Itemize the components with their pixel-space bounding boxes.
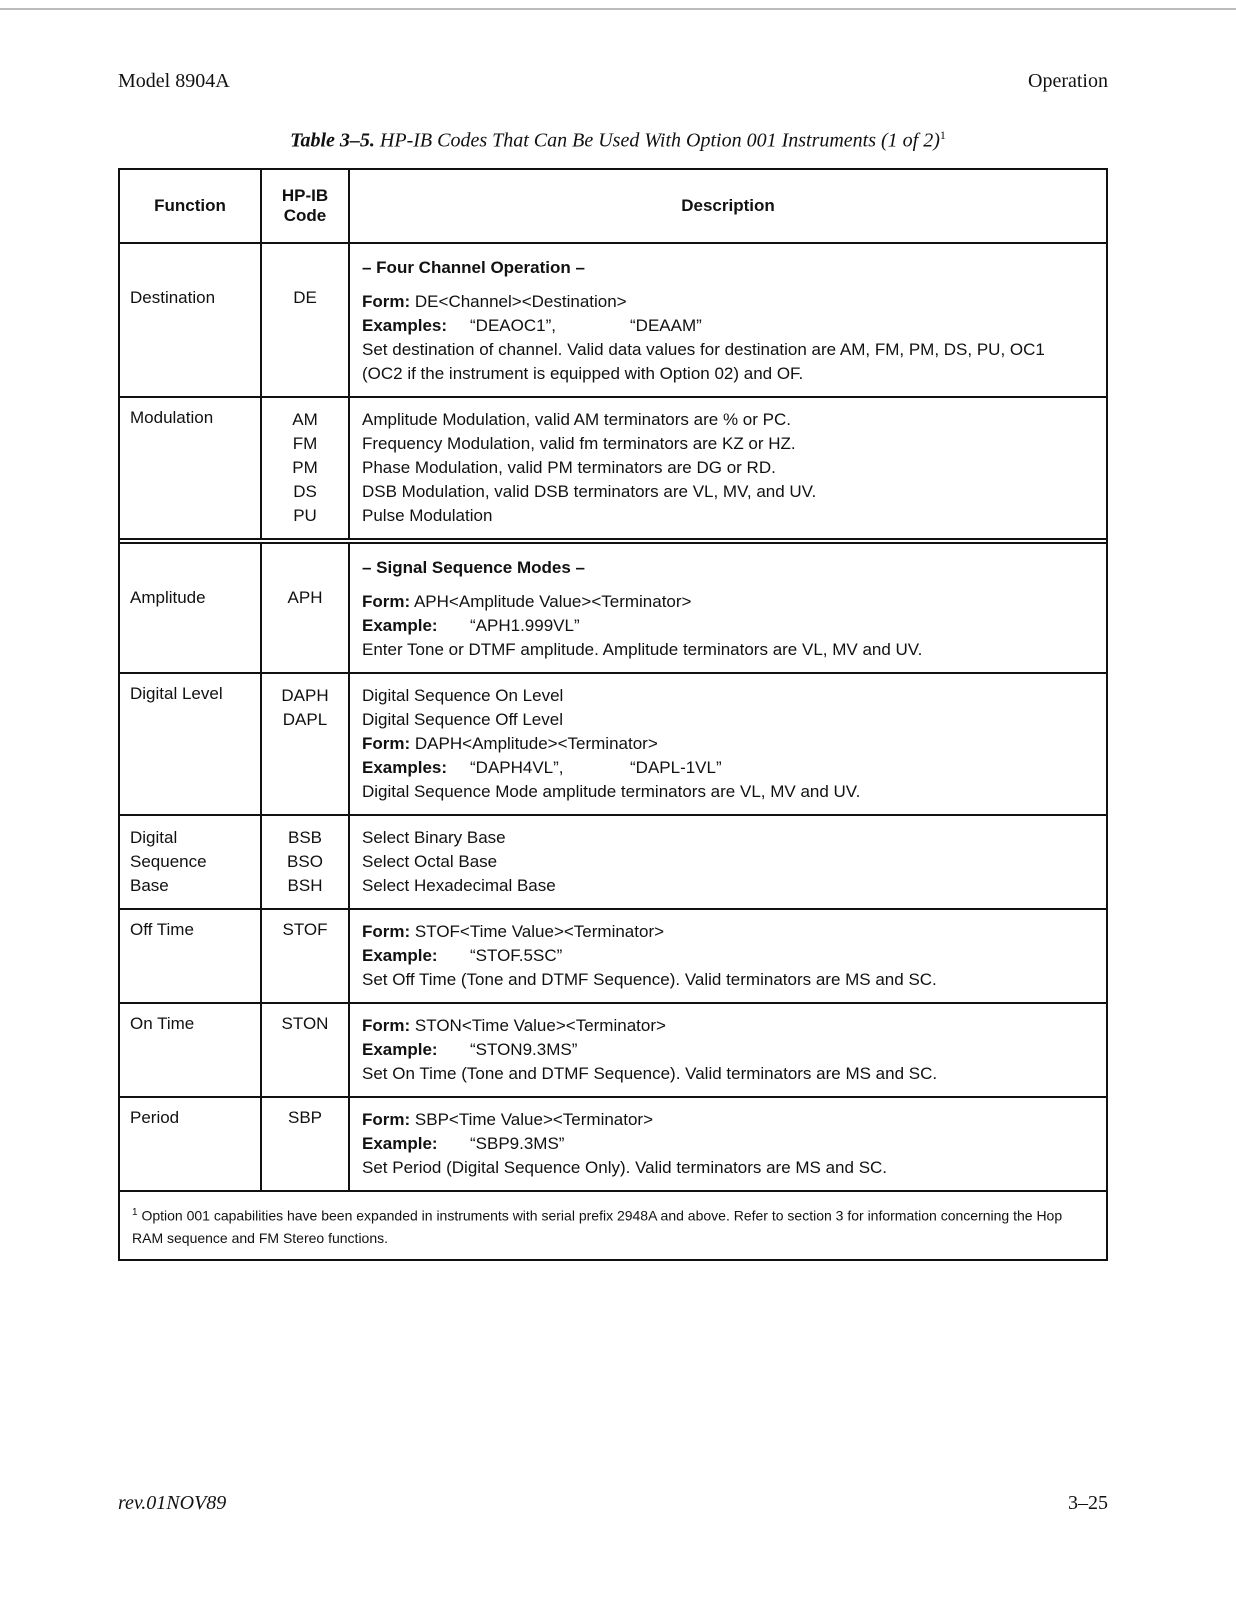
revision-date: rev.01NOV89 — [118, 1492, 227, 1514]
description-text: Set On Time (Tone and DTMF Sequence). Valid terminators are MS and SC. — [362, 1064, 938, 1083]
description-line: Amplitude Modulation, valid AM terminators are % or PC. — [362, 410, 791, 429]
example-value-1: “DEAOC1”, — [470, 316, 556, 335]
description-line: Pulse Modulation — [362, 506, 493, 525]
form-value: APH<Amplitude Value><Terminator> — [413, 592, 692, 611]
code-pm: PM — [292, 458, 318, 477]
description-text: Digital Sequence Mode amplitude terminators are VL, MV and UV. — [362, 782, 861, 801]
table-row-digital-level — [120, 672, 1106, 814]
example-value-1: “APH1.999VL” — [470, 616, 580, 635]
table-row-amplitude — [120, 538, 1106, 672]
description-digital-sequence-base — [350, 816, 1106, 908]
table-caption-text: HP-IB Codes That Can Be Used With Option 001 Instruments (1 of 2) — [374, 129, 940, 152]
example-label: Example: — [362, 616, 438, 635]
column-header-code — [262, 170, 350, 242]
example-label: Example: — [362, 1040, 438, 1059]
table-row-on-time — [120, 1002, 1106, 1096]
function-modulation: Modulation — [120, 398, 262, 538]
section-title-four-channel: – Four Channel Operation – — [362, 258, 585, 277]
example-label: Example: — [362, 946, 438, 965]
description-line: Select Binary Base — [362, 828, 506, 847]
form-value: STON<Time Value><Terminator> — [414, 1016, 666, 1035]
function-amplitude: Amplitude — [130, 588, 206, 607]
page-top-rule — [0, 8, 1236, 10]
description-digital-level — [350, 674, 1106, 814]
description-line: Digital Sequence Off Level — [362, 710, 563, 729]
section-title-signal-sequence: – Signal Sequence Modes – — [362, 558, 585, 577]
description-text: Set Period (Digital Sequence Only). Valid terminators are MS and SC. — [362, 1158, 888, 1177]
function-digital-level: Digital Level — [120, 674, 262, 814]
running-header-model: Model 8904A — [118, 70, 230, 92]
code-de: DE — [293, 288, 317, 307]
form-value: DE<Channel><Destination> — [414, 292, 627, 311]
table-row-off-time — [120, 908, 1106, 1002]
example-value-2: “DEAAM” — [630, 316, 702, 335]
example-label: Example: — [362, 1134, 438, 1153]
form-label: Form: — [362, 1110, 411, 1129]
examples-label: Examples: — [362, 316, 448, 335]
description-line: Frequency Modulation, valid fm terminators are KZ or HZ. — [362, 434, 796, 453]
examples-label: Examples: — [362, 758, 448, 777]
description-line: Select Octal Base — [362, 852, 498, 871]
description-modulation — [350, 398, 1106, 538]
code-sbp: SBP — [262, 1098, 350, 1190]
code-bsh: BSH — [287, 876, 323, 895]
function-off-time: Off Time — [120, 910, 262, 1002]
function-digital-sequence-base-line1: Digital — [130, 828, 178, 847]
example-value-1: “STON9.3MS” — [470, 1040, 578, 1059]
table-row-modulation — [120, 396, 1106, 538]
description-amplitude — [350, 544, 1106, 672]
table-row-digital-sequence-base — [120, 814, 1106, 908]
table-row-period — [120, 1096, 1106, 1190]
code-aph: APH — [287, 588, 323, 607]
table-caption-footnote-mark: 1 — [939, 128, 946, 142]
code-bsb: BSB — [287, 828, 323, 847]
code-pu: PU — [293, 506, 317, 525]
code-daph: DAPH — [281, 686, 329, 705]
description-line: Digital Sequence On Level — [362, 686, 564, 705]
description-period — [350, 1098, 1106, 1190]
form-label: Form: — [362, 734, 411, 753]
example-value-1: “STOF.5SC” — [470, 946, 563, 965]
description-text: Enter Tone or DTMF amplitude. Amplitude terminators are VL, MV and UV. — [362, 640, 923, 659]
column-header-description: Description — [681, 196, 775, 215]
description-off-time — [350, 910, 1106, 1002]
page-number: 3–25 — [1068, 1492, 1108, 1514]
table-caption — [0, 128, 1236, 153]
description-line: DSB Modulation, valid DSB terminators are VL, MV, and UV. — [362, 482, 817, 501]
description-line: Phase Modulation, valid PM terminators are DG or RD. — [362, 458, 776, 477]
code-ston: STON — [262, 1004, 350, 1096]
running-header-section: Operation — [1028, 70, 1108, 92]
function-on-time: On Time — [120, 1004, 262, 1096]
table-caption-label: Table 3–5. — [290, 129, 375, 152]
table-row-destination — [120, 242, 1106, 396]
column-header-code-line1: HP-IB — [281, 186, 329, 205]
hpib-codes-table — [118, 168, 1108, 1261]
footnote-mark: 1 — [132, 1207, 138, 1218]
description-destination — [350, 244, 1106, 396]
code-ds: DS — [293, 482, 317, 501]
table-footnote — [120, 1190, 1106, 1259]
form-label: Form: — [362, 292, 411, 311]
description-on-time — [350, 1004, 1106, 1096]
form-value: SBP<Time Value><Terminator> — [414, 1110, 654, 1129]
code-dapl: DAPL — [282, 710, 328, 729]
description-text: Set Off Time (Tone and DTMF Sequence). Valid terminators are MS and SC. — [362, 970, 937, 989]
code-stof: STOF — [262, 910, 350, 1002]
table-header-row — [120, 170, 1106, 242]
function-digital-sequence-base-line2: Sequence Base — [130, 852, 207, 895]
description-line: Select Hexadecimal Base — [362, 876, 556, 895]
function-period: Period — [120, 1098, 262, 1190]
example-value-2: “DAPL-1VL” — [630, 758, 722, 777]
form-label: Form: — [362, 1016, 411, 1035]
column-header-function: Function — [120, 170, 262, 242]
form-label: Form: — [362, 592, 411, 611]
form-value: STOF<Time Value><Terminator> — [414, 922, 665, 941]
code-am: AM — [292, 410, 318, 429]
form-label: Form: — [362, 922, 411, 941]
footnote-text: Option 001 capabilities have been expanded in instruments with serial prefix 2948A and above. Refer to section 3 for information concerning the Hop RAM sequence and FM Stereo functions. — [132, 1207, 1063, 1246]
column-header-code-line2: Code — [283, 206, 327, 225]
description-text: Set destination of channel. Valid data values for destination are AM, FM, PM, DS, PU, OC1 (OC2 if the instrument is equipped with Option 02) and OF. — [362, 340, 1045, 383]
example-value-1: “SBP9.3MS” — [470, 1134, 565, 1153]
code-bso: BSO — [287, 852, 323, 871]
code-fm: FM — [292, 434, 318, 453]
example-value-1: “DAPH4VL”, — [470, 758, 564, 777]
function-destination: Destination — [130, 288, 216, 307]
form-value: DAPH<Amplitude><Terminator> — [414, 734, 658, 753]
